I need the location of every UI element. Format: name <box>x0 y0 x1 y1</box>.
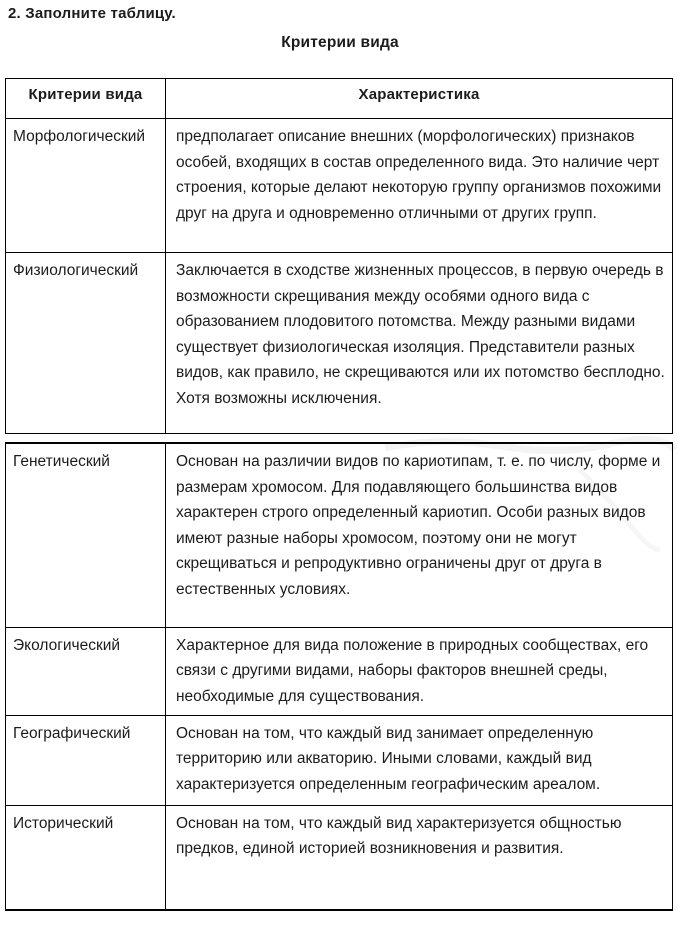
table-row-physiological <box>6 253 673 434</box>
column-header-characteristic: Характеристика <box>166 79 673 119</box>
criterion-cell: Исторический <box>6 805 166 910</box>
description-cell: Основан на различии видов по кариотипам, т. е. по числу, форме и размерам хромосом. Для подавляющего большинства видов характерен строго определенный кариотип. Особи разных видов имеют разные наборы хромосом, поэтому они не могут скрещиваться и репродуктивно ограничены друг от друга в естественных условиях. <box>166 443 673 627</box>
column-header-criteria: Критерии вида <box>6 79 166 119</box>
criterion-cell: Генетический <box>6 443 166 627</box>
criterion-cell: Физиологический <box>6 253 166 434</box>
table-title: Критерии вида <box>281 34 399 51</box>
table-row-genetic <box>6 443 673 627</box>
table-header-row <box>6 79 673 119</box>
table-row-geographical <box>6 715 673 805</box>
description-cell: Заключается в сходстве жизненных процессов, в первую очередь в возможности скрещивания между особями одного вида с образованием плодовитого потомства. Между разными видами существует физиологическая изоляция. Представители разных видов, как правило, не скрещиваются или их потомство бесплодно. Хотя возможны исключения. <box>166 253 673 434</box>
description-cell: Характерное для вида положение в природных сообществах, его связи с другими видами, наборы факторов внешней среды, необходимые для существования. <box>166 627 673 715</box>
description-cell: Основан на том, что каждый вид занимает определенную территорию или акваторию. Иными словами, каждый вид характеризуется определенным географическим ареалом. <box>166 715 673 805</box>
description-cell: Основан на том, что каждый вид характеризуется общностью предков, единой историей возникновения и развития. <box>166 805 673 910</box>
table-row-ecological <box>6 627 673 715</box>
table-row-morphological <box>6 119 673 253</box>
criterion-cell: Географический <box>6 715 166 805</box>
description-cell: предполагает описание внешних (морфологических) признаков особей, входящих в состав определенного вида. Это наличие черт строения, которые делают некоторую группу организмов похожими друг на друга и одновременно отличными от других групп. <box>166 119 673 253</box>
task-label: 2. Заполните таблицу. <box>8 5 176 22</box>
criterion-cell: Экологический <box>6 627 166 715</box>
criteria-table-segment-1 <box>5 78 673 434</box>
criteria-table <box>5 78 673 911</box>
criterion-cell: Морфологический <box>6 119 166 253</box>
criteria-table-segment-2 <box>5 442 673 911</box>
table-row-historical <box>6 805 673 910</box>
